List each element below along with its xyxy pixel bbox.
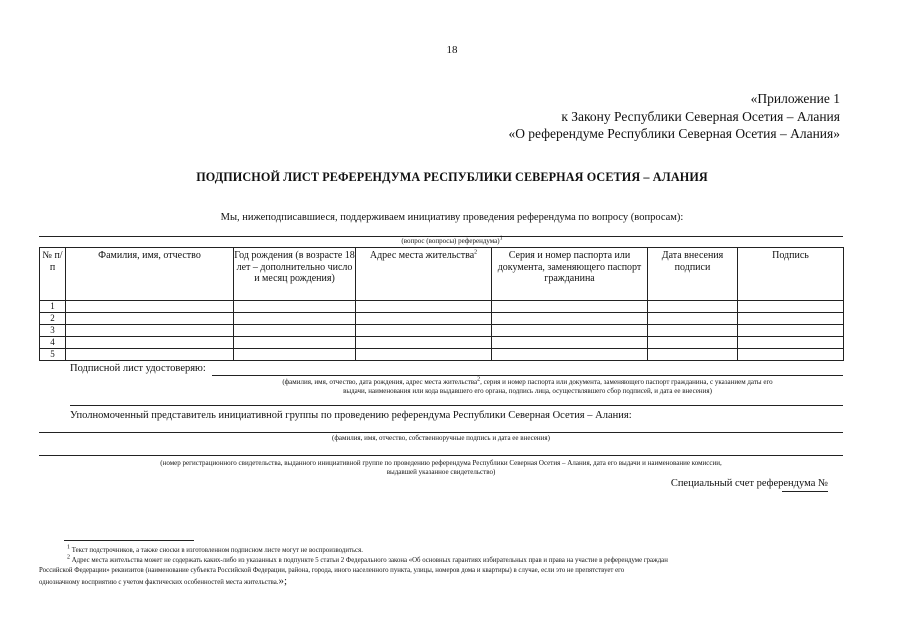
table-cell[interactable] xyxy=(648,349,738,361)
certify-line[interactable] xyxy=(212,375,843,376)
table-cell[interactable] xyxy=(648,325,738,337)
footnote-1: $^1$ Текст подстрочников, а также сноски в изготовленном подписном листе могут не воспроизводиться. xyxy=(67,544,363,554)
page-number: 18 xyxy=(446,44,458,56)
table-cell[interactable] xyxy=(738,337,844,349)
table-cell[interactable] xyxy=(234,325,356,337)
table-cell[interactable] xyxy=(492,349,648,361)
table-cell[interactable] xyxy=(738,325,844,337)
footnote-2: $^2$ Адрес места жительства может не содержать каких-либо из указанных в подпункте 5 статьи 2 Федерального закона «Об основных гарантиях избирательных прав и права на участие в референдуме граждан xyxy=(67,554,668,564)
table-cell[interactable] xyxy=(738,349,844,361)
table-cell[interactable] xyxy=(648,301,738,313)
row-number: 1 xyxy=(40,301,66,313)
table-row xyxy=(40,313,844,325)
table-row xyxy=(40,325,844,337)
table-row xyxy=(40,337,844,349)
footnotes xyxy=(39,546,843,588)
table-cell[interactable] xyxy=(356,313,492,325)
registration-line[interactable] xyxy=(39,455,843,456)
table-cell[interactable] xyxy=(738,313,844,325)
registration-caption: (номер регистрационного свидетельства, выданного инициативной группе по проведению референдума Республики Северная Осетия – Алания, дата его выдачи и наименование комиссии, выдавшей указанное свидетельство) xyxy=(160,459,722,476)
footnote-2-end: однозначному восприятию с учетом фактических особенностей места жительства.»; xyxy=(39,575,288,587)
table-header-row xyxy=(40,248,844,301)
col-header-passport: Серия и номер паспорта или документа, заменяющего паспорт гражданина xyxy=(492,248,648,301)
table-cell[interactable] xyxy=(492,325,648,337)
representative-line[interactable] xyxy=(39,432,843,433)
table-cell[interactable] xyxy=(738,301,844,313)
certify-line-2[interactable] xyxy=(70,405,843,406)
signature-table xyxy=(39,247,844,361)
table-cell[interactable] xyxy=(356,325,492,337)
appendix-line-2: к Закону Республики Северная Осетия – Алания xyxy=(561,108,840,124)
table-cell[interactable] xyxy=(492,313,648,325)
representative-caption: (фамилия, имя, отчество, собственноручные подпись и дата ее внесения) xyxy=(332,434,550,442)
table-cell[interactable] xyxy=(234,349,356,361)
row-number: 5 xyxy=(40,349,66,361)
col-header-date: Дата внесения подписи xyxy=(648,248,738,301)
row-number: 2 xyxy=(40,313,66,325)
table-cell[interactable] xyxy=(66,301,234,313)
table-cell[interactable] xyxy=(66,337,234,349)
table-cell[interactable] xyxy=(66,349,234,361)
question-caption: (вопрос (вопросы) референдума)$^1$ xyxy=(401,235,503,245)
col-header-name: Фамилия, имя, отчество xyxy=(66,248,234,301)
special-account-blank[interactable] xyxy=(782,491,828,492)
appendix-line-1: «Приложение 1 xyxy=(750,91,840,106)
row-number: 3 xyxy=(40,325,66,337)
table-row xyxy=(40,301,844,313)
table-cell[interactable] xyxy=(234,313,356,325)
special-account-label: Специальный счет референдума № xyxy=(670,478,828,489)
table-cell[interactable] xyxy=(356,349,492,361)
table-cell[interactable] xyxy=(234,337,356,349)
intro-text: Мы, нижеподписавшиеся, поддерживаем инициативу проведения референдума по вопросу (вопросам): xyxy=(220,212,684,223)
footnote-rule xyxy=(64,540,194,541)
certify-caption: (фамилия, имя, отчество, дата рождения, адрес места жительства$^2$, серия и номер паспорта или документа, заменяющего паспорт гражданина, с указанием даты его выдачи, наименования или кода выдавшего его органа, подпись лица, осуществлявшего сбор подписей, и дата ее внесения) xyxy=(282,376,773,395)
appendix-line-3: «О референдуме Республики Северная Осетия – Алания» xyxy=(508,126,840,141)
col-header-birth-year: Год рождения (в возрасте 18 лет – дополнительно число и месяц рождения) xyxy=(234,248,356,301)
footnote-2-cont: Российской Федерации» реквизитов (наименование субъекта Российской Федерации, района, города, иного населенного пункта, улицы, номеров дома и квартиры) в случае, если это не препятствует его xyxy=(39,567,625,574)
table-cell[interactable] xyxy=(66,313,234,325)
certify-label: Подписной лист удостоверяю: xyxy=(70,363,206,374)
table-cell[interactable] xyxy=(234,301,356,313)
table-cell[interactable] xyxy=(66,325,234,337)
table-cell[interactable] xyxy=(648,313,738,325)
document-title: ПОДПИСНОЙ ЛИСТ РЕФЕРЕНДУМА РЕСПУБЛИКИ СЕВЕРНАЯ ОСЕТИЯ – АЛАНИЯ xyxy=(196,170,708,184)
table-cell[interactable] xyxy=(356,337,492,349)
row-number: 4 xyxy=(40,337,66,349)
table-cell[interactable] xyxy=(492,301,648,313)
representative-label: Уполномоченный представитель инициативной группы по проведению референдума Республики Северная Осетия – Алания: xyxy=(70,410,632,421)
table-row xyxy=(40,349,844,361)
table-cell[interactable] xyxy=(492,337,648,349)
appendix-header xyxy=(508,90,840,143)
table-cell[interactable] xyxy=(648,337,738,349)
col-header-address: Адрес места жительства$^2$ xyxy=(356,248,492,301)
col-header-signature: Подпись xyxy=(738,248,844,301)
table-cell[interactable] xyxy=(356,301,492,313)
col-header-number: № п/п xyxy=(40,248,66,301)
